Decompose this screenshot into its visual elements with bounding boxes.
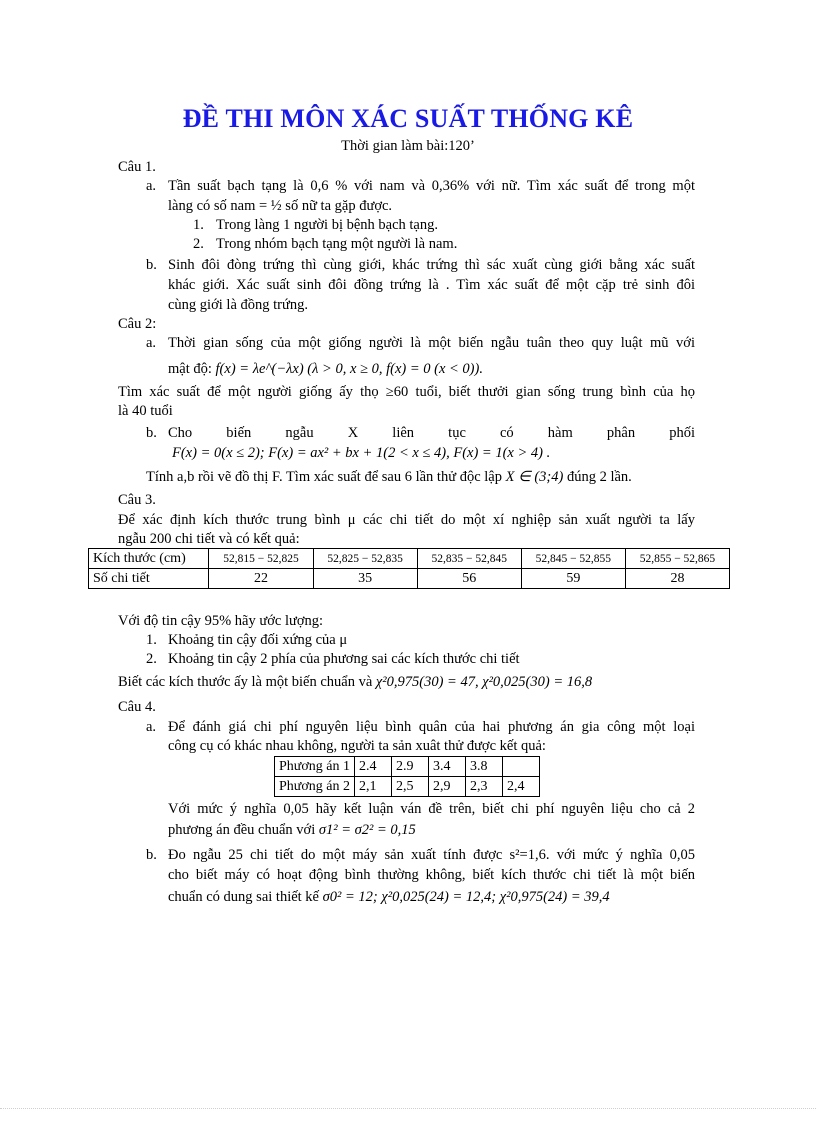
q2-a-line: Thời gian sống của một giống người là một biến ngẫu tuân theo quy luật mũ với	[168, 335, 695, 351]
q4-b-line: Đo ngẫu 25 chi tiết do một máy sản xuất tính được s²=1,6. với mức ý nghĩa 0,05	[168, 847, 695, 863]
q4-a-line: Để đánh giá chi phí nguyên liệu bình quân của hai phương án gia công một loại	[168, 719, 695, 735]
table-cell-label: Kích thước (cm)	[89, 549, 209, 569]
table-cell-count: 35	[313, 569, 417, 589]
q1-b-line: Sinh đôi đòng trứng thì cùng giới, khác trứng thì sác xuất cùng giới bằng xác suất	[168, 257, 695, 273]
q2-b-line: Cho biến ngẫu X liên tục có hàm phân phối	[168, 425, 695, 441]
table-cell-value: 2,3	[466, 777, 503, 797]
q1-b-line: cùng giới là đồng trứng.	[168, 297, 308, 313]
table-cell-value: 2,4	[503, 777, 540, 797]
q1-item-number: 1.	[193, 217, 204, 233]
q1-item-text: Trong nhóm bạch tạng một người là nam.	[216, 236, 458, 252]
q1-b-line: khác giới. Xác suất sinh đôi đồng trứng là . Tìm xác suất để một cặp trẻ sinh đôi	[168, 277, 695, 293]
table-cell-interval: 52,855 − 52,865	[625, 549, 729, 569]
page-bottom-divider	[0, 1108, 816, 1109]
q1-a-marker: a.	[146, 178, 157, 194]
table-row	[89, 549, 730, 569]
table-cell-label: Phương án 1	[275, 757, 355, 777]
table-cell-value: 3.4	[429, 757, 466, 777]
q3-line: Để xác định kích thước trung bình μ các chi tiết do một xí nghiệp sản xuất người ta lấy	[118, 512, 695, 528]
table-cell-value	[503, 757, 540, 777]
table-cell-count: 56	[417, 569, 521, 589]
table-cell-interval: 52,835 − 52,845	[417, 549, 521, 569]
q2-a-prefix: mật độ:	[168, 361, 212, 377]
q2-b-line	[146, 468, 632, 486]
q1-b-marker: b.	[146, 257, 157, 273]
question-4-heading: Câu 4.	[118, 699, 156, 715]
q1-item-text: Trong làng 1 người bị bệnh bạch tạng.	[216, 217, 438, 233]
q2-interval-formula: X ∈ (3;4)	[505, 469, 564, 485]
q3-item-text: Khoảng tin cậy 2 phía của phương sai các kích thước chi tiết	[168, 651, 520, 667]
q4-tolerance-formula: σ0² = 12; χ²0,025(24) = 12,4; χ²0,975(24) = 39,4	[322, 889, 610, 905]
table-cell-value: 3.8	[466, 757, 503, 777]
q4-b-line	[168, 888, 610, 906]
q2-b-marker: b.	[146, 425, 157, 441]
q1-a-line: Tần suất bạch tạng là 0,6 % với nam và 0,36% với nữ. Tìm xác suất để trong một	[168, 178, 695, 194]
q3-line: ngẫu 200 chi tiết và có kết quả:	[118, 531, 300, 547]
q4-b-prefix: chuẩn có dung sai thiết kế	[168, 889, 319, 905]
q3-item-number: 1.	[146, 632, 157, 648]
table-cell-value: 2.9	[392, 757, 429, 777]
size-frequency-table	[88, 548, 730, 589]
table-cell-label: Số chi tiết	[89, 569, 209, 589]
table-cell-count: 28	[625, 569, 729, 589]
table-cell-interval: 52,825 − 52,835	[313, 549, 417, 569]
cost-comparison-table	[274, 756, 540, 797]
q3-item-number: 2.	[146, 651, 157, 667]
question-2-heading: Câu 2:	[118, 316, 157, 332]
table-cell-value: 2.4	[355, 757, 392, 777]
q2-a-continuation: Tìm xác suất để một người giống ấy thọ ≥60 tuổi, biết thưởi gian sống trung bình của họ	[118, 384, 695, 400]
q3-confidence: Với độ tin cậy 95% hãy ước lượng:	[118, 613, 324, 629]
q4-a-prefix: phương án đều chuẩn với	[168, 822, 316, 838]
q3-known-prefix: Biết các kích thước ấy là một biến chuẩn và	[118, 674, 373, 690]
table-cell-label: Phương án 2	[275, 777, 355, 797]
table-cell-value: 2,9	[429, 777, 466, 797]
table-cell-interval: 52,845 − 52,855	[521, 549, 625, 569]
q1-item-number: 2.	[193, 236, 204, 252]
q2-b-suffix: đúng 2 lần.	[566, 469, 632, 485]
q4-b-marker: b.	[146, 847, 157, 863]
q3-chi-square-formula: χ²0,975(30) = 47, χ²0,025(30) = 16,8	[375, 674, 593, 690]
q4-a-line: Với mức ý nghĩa 0,05 hãy kết luận ván đề trên, biết chi phí nguyên liệu cho cả 2	[168, 801, 695, 817]
table-cell-value: 2,5	[392, 777, 429, 797]
q4-a-line: công cụ có khác nhau không, người ta sản xuât thử được kết quả:	[168, 738, 546, 754]
table-cell-interval: 52,815 − 52,825	[209, 549, 313, 569]
table-cell-count: 59	[521, 569, 625, 589]
q1-a-line: làng có số nam = ½ số nữ ta gặp được.	[168, 198, 393, 214]
table-row	[89, 569, 730, 589]
q2-a-marker: a.	[146, 335, 157, 351]
exam-duration: Thời gian làm bài:120’	[341, 138, 475, 154]
q4-a-line	[168, 821, 416, 839]
q2-a-continuation: là 40 tuổi	[118, 403, 173, 419]
q4-b-line: cho biết máy có hoạt động bình thường không, biết kích thước chi tiết là một biến	[168, 867, 695, 883]
exam-title: ĐỀ THI MÔN XÁC SUẤT THỐNG KÊ	[182, 104, 634, 133]
q3-known	[118, 673, 592, 691]
q2-density-formula: f(x) = λe^(−λx) (λ > 0, x ≥ 0, f(x) = 0 (x < 0)).	[215, 361, 483, 377]
table-row	[275, 777, 540, 797]
question-3-heading: Câu 3.	[118, 492, 156, 508]
question-1-heading: Câu 1.	[118, 159, 156, 175]
table-cell-value: 2,1	[355, 777, 392, 797]
q2-a-line	[168, 360, 483, 378]
table-row	[275, 757, 540, 777]
q4-variance-formula: σ1² = σ2² = 0,15	[318, 822, 416, 838]
q2-b-prefix: Tính a,b rồi vẽ đồ thị F. Tìm xác suất để sau 6 lần thử độc lập	[146, 469, 502, 485]
q2-distribution-formula: F(x) = 0(x ≤ 2); F(x) = ax² + bx + 1(2 < x ≤ 4), F(x) = 1(x > 4) .	[172, 445, 551, 461]
q3-item-text: Khoảng tin cậy đối xứng của μ	[168, 632, 348, 648]
table-cell-count: 22	[209, 569, 313, 589]
q4-a-marker: a.	[146, 719, 157, 735]
